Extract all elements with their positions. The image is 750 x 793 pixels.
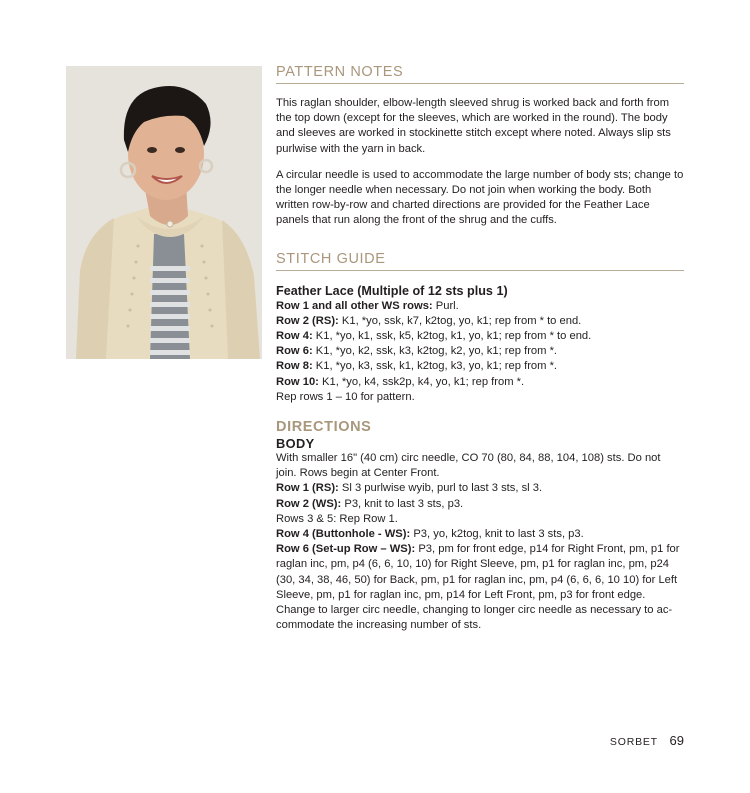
pattern-notes-paragraph-2: A circular needle is used to accommodate the large number of body sts; change to the longer needle when necessary. Do not join when working the body. Both written row-by-row and charted directions are provided for the Feather Lace panels that run along the front of the shrug and the cuffs. — [276, 168, 684, 227]
directions-intro: With smaller 16" (40 cm) circ needle, CO 70 (80, 84, 88, 104, 108) sts. Do not join. Rows begin at Center Front. — [276, 452, 661, 480]
stitch-guide-heading: STITCH GUIDE — [276, 251, 684, 271]
stitch-rep: Rep rows 1 – 10 for pattern. — [276, 390, 415, 403]
pattern-notes-heading: PATTERN NOTES — [276, 64, 684, 84]
stitch-row: Row 10: K1, *yo, k4, ssk2p, k4, yo, k1; rep from *. — [276, 375, 525, 388]
model-photo — [66, 66, 262, 359]
stitch-row: Row 4: K1, *yo, k1, ssk, k5, k2tog, k1, yo, k1; rep from * to end. — [276, 330, 592, 343]
page-footer — [610, 733, 684, 748]
pattern-notes-paragraph-1: This raglan shoulder, elbow-length sleeved shrug is worked back and forth from the top down (except for the sleeves, which are worked in the round). The body and sleeves are worked in stockinette stitch except where noted. Always slip sts purlwise with the yarn in back. — [276, 97, 671, 155]
direction-row: Row 2 (WS): P3, knit to last 3 sts, p3. — [276, 497, 464, 510]
direction-row: Row 4 (Buttonhole - WS): P3, yo, k2tog, knit to last 3 sts, p3. — [276, 528, 584, 541]
direction-row: Rows 3 & 5: Rep Row 1. — [276, 512, 398, 525]
page-number: 69 — [669, 733, 684, 748]
stitch-row: Row 6: K1, *yo, k2, ssk, k3, k2tog, k2, yo, k1; rep from *. — [276, 345, 558, 358]
direction-row: Row 6 (Set-up Row – WS): P3, pm for front edge, p14 for Right Front, pm, p1 for raglan inc, pm, p4 (6, 6, 10, 10) for Right Sleeve, pm, p1 for raglan inc, pm, p24 (30, 34, 38, 46, 50) for Back, pm, p1 for raglan inc, pm, p4 (6, 6, 6, 10 10) for Left Sleeve, pm, p1 for raglan inc, pm, p14 for Left Front, pm, p3 for front edge. — [276, 543, 680, 601]
stitch-row: Row 2 (RS): K1, *yo, ssk, k7, k2tog, yo, k1; rep from * to end. — [276, 314, 582, 327]
stitch-row: Row 1 and all other WS rows: Purl. — [276, 299, 459, 312]
stitch-title: Feather Lace (Multiple of 12 sts plus 1) — [276, 283, 508, 298]
directions-heading: DIRECTIONS — [276, 419, 372, 436]
model-illustration — [66, 66, 262, 359]
text-column — [276, 64, 684, 633]
directions-closing: Change to larger circ needle, changing to longer circ needle as necessary to ac-commodate the increasing number of sts. — [276, 604, 673, 632]
running-title: SORBET — [609, 736, 658, 748]
stitch-row: Row 8: K1, *yo, k3, ssk, k1, k2tog, k3, yo, k1; rep from *. — [276, 360, 558, 373]
body-subheading: BODY — [276, 436, 315, 452]
direction-row: Row 1 (RS): Sl 3 purlwise wyib, purl to last 3 sts, sl 3. — [276, 482, 543, 495]
